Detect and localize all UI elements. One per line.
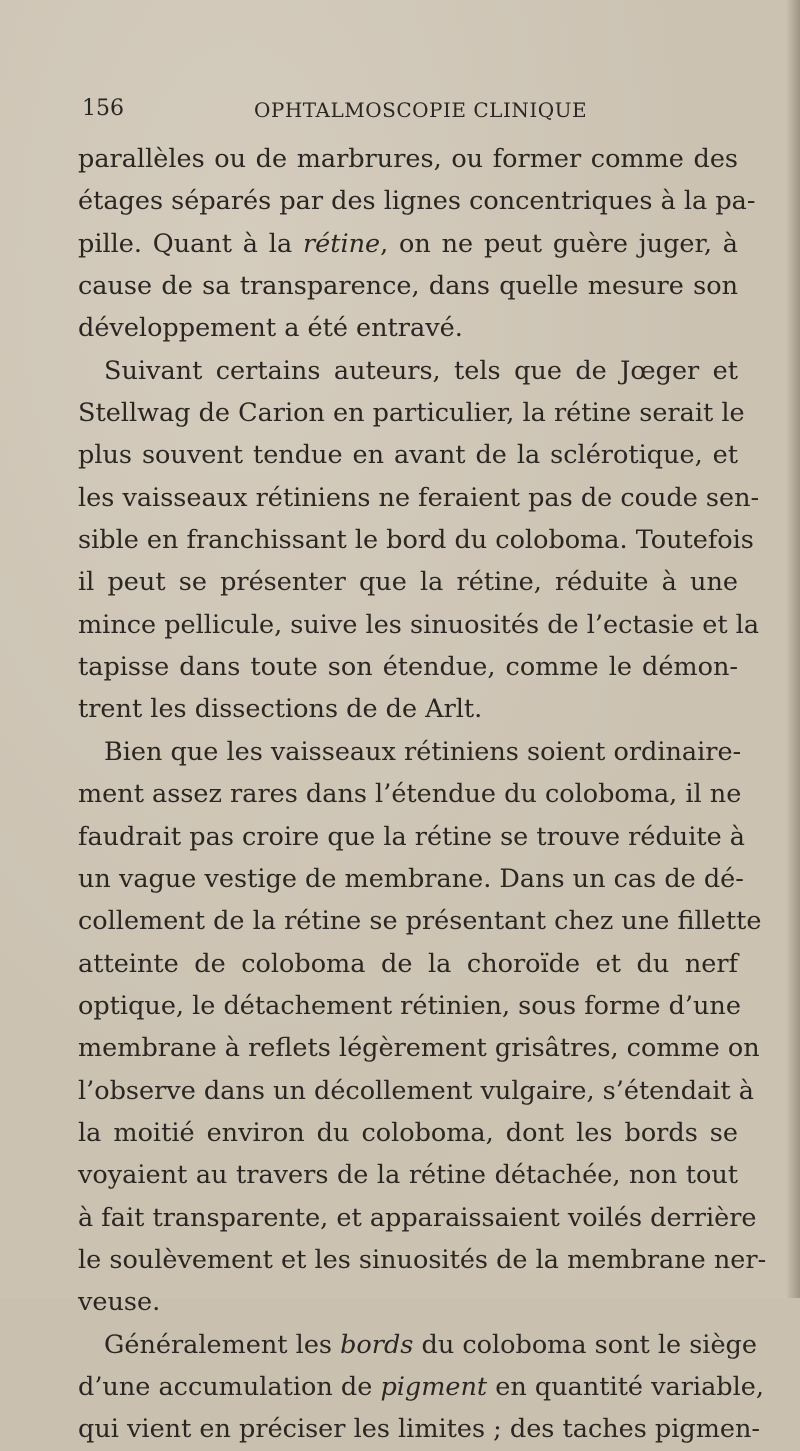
text-segment: à fait transparente, et apparaissaient voilés derrière (78, 1202, 757, 1233)
text-line (78, 180, 756, 222)
page-edge-shadow (786, 0, 800, 1298)
text-segment: il peut se présenter que la rétine, réduite à une (78, 567, 738, 598)
text-segment: le soulèvement et les sinuosités de la membrane ner- (78, 1244, 767, 1275)
text-segment: cause de sa transparence, dans quelle mesure son (78, 271, 738, 302)
text-segment: ment assez rares dans l’étendue du coloboma, il ne (78, 779, 742, 810)
text-segment: l’observe dans un décollement vulgaire, s’étendait à (78, 1075, 754, 1106)
text-segment: sible en franchissant le bord du coloboma. Toutefois (78, 525, 754, 556)
text-segment: plus souvent tendue en avant de la sclérotique, et (78, 440, 738, 471)
text-segment: qui vient en préciser les limites ; des taches pigmen- (78, 1414, 761, 1445)
text-line (78, 1197, 757, 1239)
text-line (78, 1408, 761, 1450)
text-segment: voyaient au travers de la rétine détachée, non tout (78, 1160, 738, 1191)
text-segment: développement a été entravé. (78, 313, 463, 344)
text-segment: du coloboma sont le siège (413, 1329, 757, 1360)
text-line (78, 265, 738, 307)
text-line (78, 477, 760, 519)
text-segment: collement de la rétine se présentant chez une fillette (78, 906, 762, 937)
text-line (78, 731, 742, 773)
text-segment: Bien que les vaisseaux rétiniens soient ordinaire- (104, 736, 742, 767)
text-segment: membrane à reflets légèrement grisâtres, comme on (78, 1033, 760, 1064)
text-segment: parallèles ou de marbrures, ou former comme des (78, 144, 738, 174)
text-segment: Généralement les (104, 1329, 341, 1360)
italic-term: rétine (302, 228, 381, 259)
text-line (78, 858, 744, 900)
text-segment: la moitié environ du coloboma, dont les bords se (78, 1117, 738, 1148)
text-segment: Suivant certains auteurs, tels que de Jœger et (104, 355, 738, 386)
text-segment: veuse. (78, 1287, 161, 1318)
text-segment: pille. Quant à la (78, 228, 303, 259)
text-segment: Stellwag de Carion en particulier, la rétine serait le (78, 398, 745, 429)
text-line (78, 646, 738, 688)
italic-term: pigment (380, 1371, 488, 1402)
text-line (78, 604, 760, 646)
text-line (78, 816, 746, 858)
text-line (78, 561, 738, 603)
text-line (78, 223, 738, 265)
page-number: 156 (82, 96, 124, 121)
text-line (78, 1070, 754, 1112)
text-line (78, 350, 738, 392)
text-line (78, 1324, 757, 1366)
text-segment: tapisse dans toute son étendue, comme le démon- (78, 652, 738, 683)
text-segment: , on ne peut guère juger, à (380, 228, 738, 259)
text-line (78, 943, 738, 985)
text-line (78, 392, 745, 434)
text-segment: atteinte de coloboma de la choroïde et du nerf (78, 948, 738, 979)
text-segment: trent les dissections de de Arlt. (78, 694, 483, 725)
text-segment: étages séparés par des lignes concentriques à la pa- (78, 186, 756, 217)
text-line (78, 1154, 738, 1196)
text-line (78, 688, 738, 730)
page-header (82, 96, 742, 126)
text-line (78, 1027, 760, 1069)
running-title: OPHTALMOSCOPIE CLINIQUE (254, 98, 588, 122)
text-line (78, 307, 738, 349)
text-segment: faudrait pas croire que la rétine se trouve réduite à (78, 821, 746, 852)
text-segment: en quantité variable, (487, 1371, 764, 1402)
text-line (78, 985, 741, 1027)
text-segment: optique, le détachement rétinien, sous forme d’une (78, 990, 741, 1021)
text-line (78, 138, 738, 180)
italic-term: bords (340, 1329, 414, 1360)
text-line (78, 900, 762, 942)
text-segment: les vaisseaux rétiniens ne feraient pas de coude sen- (78, 482, 760, 513)
text-line (78, 1366, 764, 1408)
text-segment: mince pellicule, suive les sinuosités de l’ectasie et la (78, 609, 760, 640)
text-line (78, 519, 754, 561)
text-line (78, 773, 742, 815)
text-line (78, 1112, 738, 1154)
body-text (78, 138, 767, 1451)
text-segment: d’une accumulation de (78, 1371, 381, 1402)
text-segment: un vague vestige de membrane. Dans un cas de dé- (78, 863, 744, 894)
text-line (78, 1281, 738, 1323)
text-line (78, 1239, 767, 1281)
text-line (78, 434, 738, 476)
